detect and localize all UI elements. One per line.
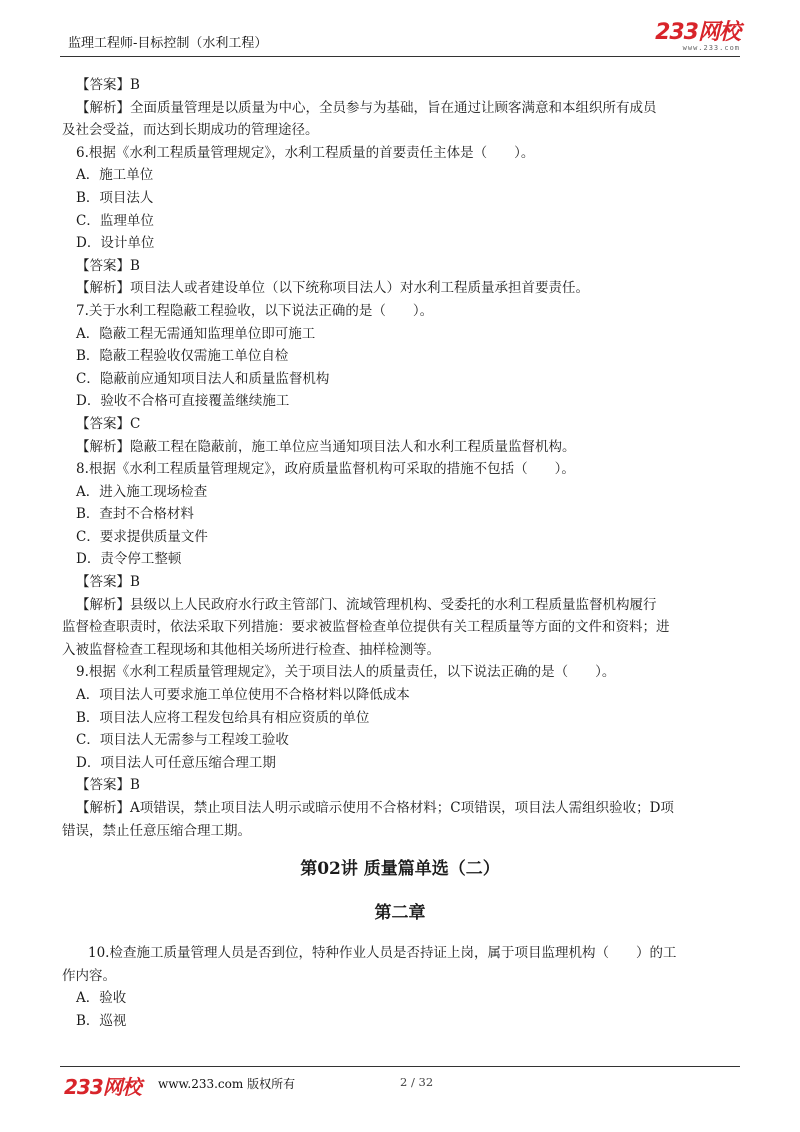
question-block-2	[62, 942, 738, 1032]
question-line: A．验收	[76, 990, 127, 1007]
page-header	[60, 22, 740, 57]
explanation-line: 【解析】全面质量管理是以质量为中心，全员参与为基础，旨在通过让顾客满意和本组织所有成员	[76, 99, 657, 116]
question-line: 10.检查施工质量管理人员是否到位，特种作业人员是否持证上岗，属于项目监理机构（ ）的工	[88, 945, 677, 962]
question-line: D．验收不合格可直接覆盖继续施工	[76, 393, 290, 410]
question-line: B．项目法人	[76, 189, 154, 206]
page-footer	[60, 1066, 740, 1099]
continuation-line: 作内容。	[62, 967, 116, 984]
footer-logo: 233网校	[64, 1075, 141, 1099]
question-line: C．监理单位	[76, 212, 154, 229]
brand-logo-url: www.233.com	[682, 44, 740, 52]
document-body	[62, 74, 738, 1033]
continuation-line: 入被监督检查工程现场和其他相关场所进行检查、抽样检测等。	[62, 641, 440, 658]
question-line: C．项目法人无需参与工程竣工验收	[76, 732, 289, 749]
question-line: B．项目法人应将工程发包给具有相应资质的单位	[76, 709, 370, 726]
question-line: B．查封不合格材料	[76, 506, 194, 523]
question-line: D．项目法人可任意压缩合理工期	[76, 754, 276, 771]
question-line: A．进入施工现场检查	[76, 483, 208, 500]
question-line: 7.关于水利工程隐蔽工程验收，以下说法正确的是（ ）。	[76, 302, 434, 319]
explanation-line: 【解析】A项错误，禁止项目法人明示或暗示使用不合格材料；C项错误，项目法人需组织验收；D项	[76, 800, 674, 816]
question-line: C．要求提供质量文件	[76, 528, 208, 545]
explanation-line: 【解析】隐蔽工程在隐蔽前，施工单位应当通知项目法人和水利工程质量监督机构。	[76, 438, 576, 455]
brand-logo-text: 233网校	[655, 20, 740, 45]
question-line: 6.根据《水利工程质量管理规定》，水利工程质量的首要责任主体是（ ）。	[76, 144, 535, 161]
chapter-title: 第二章	[374, 903, 426, 924]
question-block-1	[62, 74, 738, 842]
question-line: A．隐蔽工程无需通知监理单位即可施工	[76, 325, 316, 342]
page-number: 2 / 32	[400, 1075, 434, 1089]
lecture-title: 第02讲 质量篇单选（二）	[300, 859, 500, 880]
explanation-line: 【解析】县级以上人民政府水行政主管部门、流域管理机构、受委托的水利工程质量监督机构履行	[76, 596, 657, 613]
question-line: 8.根据《水利工程质量管理规定》，政府质量监督机构可采取的措施不包括（ ）。	[76, 461, 575, 478]
question-line: B．隐蔽工程验收仅需施工单位自检	[76, 348, 289, 365]
question-line: B．巡视	[76, 1012, 127, 1029]
explanation-line: 【解析】项目法人或者建设单位（以下统称项目法人）对水利工程质量承担首要责任。	[76, 280, 589, 297]
question-line: D．责令停工整顿	[76, 551, 182, 568]
continuation-line: 错误，禁止任意压缩合理工期。	[62, 822, 251, 839]
question-line: A．施工单位	[76, 167, 154, 184]
answer-line: 【答案】C	[76, 415, 141, 432]
answer-line: 【答案】B	[76, 77, 140, 93]
continuation-line: 及社会受益，而达到长期成功的管理途径。	[62, 122, 319, 139]
answer-line: 【答案】B	[76, 777, 140, 794]
footer-copyright: www.233.com 版权所有	[158, 1077, 296, 1091]
question-line: A．项目法人可要求施工单位使用不合格材料以降低成本	[76, 687, 410, 704]
question-line: 9.根据《水利工程质量管理规定》，关于项目法人的质量责任，以下说法正确的是（ ）。	[76, 664, 616, 681]
answer-line: 【答案】B	[76, 574, 140, 591]
question-line: D．设计单位	[76, 235, 155, 252]
question-line: C．隐蔽前应通知项目法人和质量监督机构	[76, 370, 330, 387]
document-title: 监理工程师-目标控制（水利工程）	[68, 36, 268, 51]
answer-line: 【答案】B	[76, 257, 140, 274]
brand-logo	[655, 22, 740, 52]
continuation-line: 监督检查职责时，依法采取下列措施：要求被监督检查单位提供有关工程质量等方面的文件和资料；进	[62, 619, 670, 636]
